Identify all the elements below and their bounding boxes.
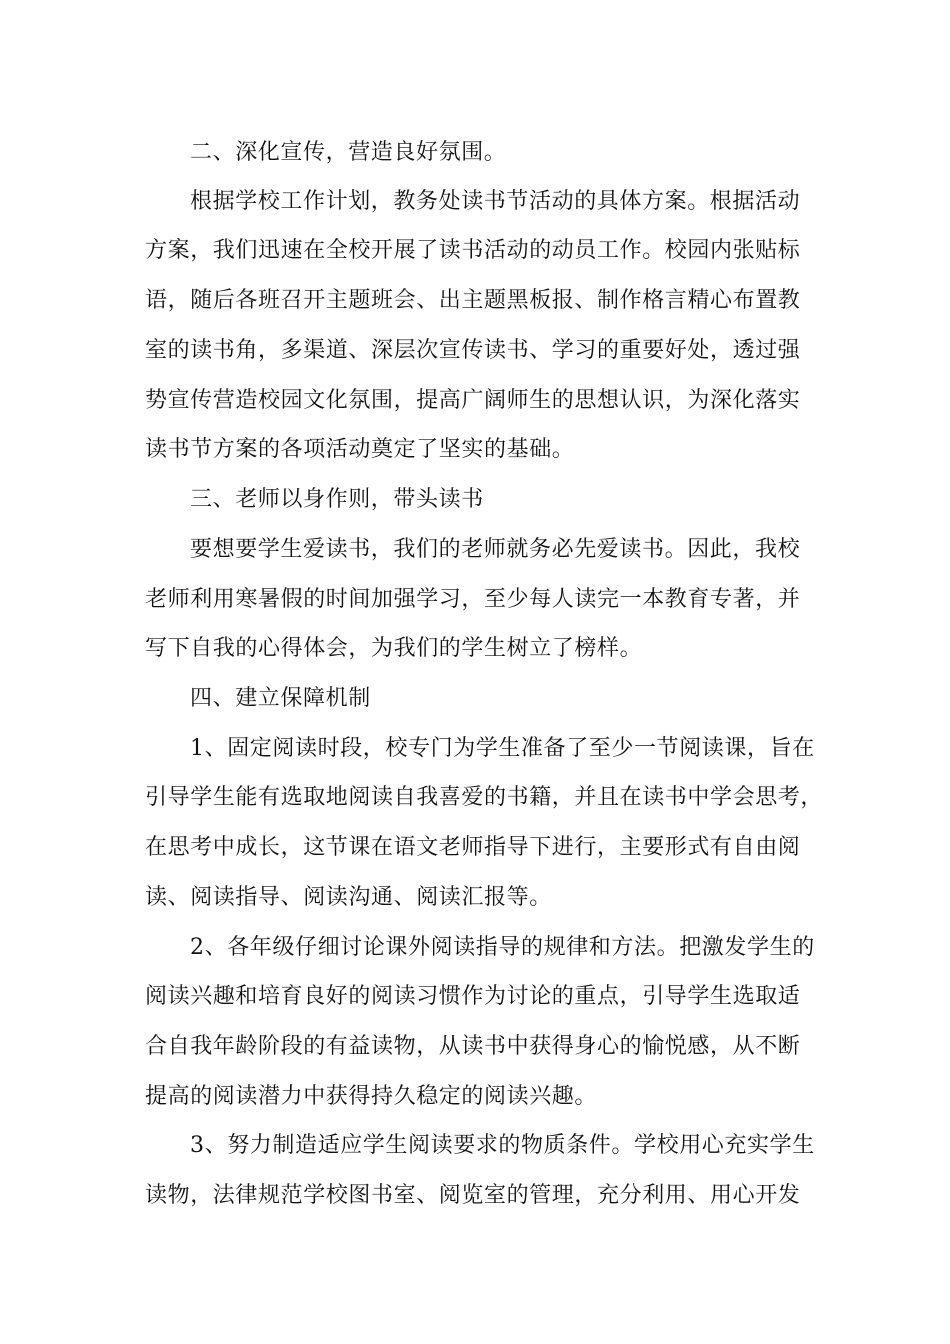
paragraph-line: 写下自我的心得体会，为我们的学生树立了榜样。: [145, 636, 643, 661]
paragraph-line: 势宣传营造校园文化氛围，提高广阔师生的思想认识，为深化落实: [145, 388, 801, 413]
paragraph-line: 根据学校工作计划，教务处读书节活动的具体方案。根据活动: [190, 189, 801, 214]
heading-2: 二、深化宣传，营造良好氛围。: [190, 140, 507, 165]
paragraph-line: 2、各年级仔细讨论课外阅读指导的规律和方法。把激发学生的: [190, 935, 815, 960]
paragraph-line: 室的读书角，多渠道、深层次宣传读书、学习的重要好处，透过强: [145, 338, 801, 363]
paragraph-line: 3、努力制造适应学生阅读要求的物质条件。学校用心充实学生: [190, 1133, 815, 1158]
paragraph-line: 引导学生能有选取地阅读自我喜爱的书籍，并且在读书中学会思考，: [145, 785, 824, 810]
paragraph-line: 合自我年龄阶段的有益读物，从读书中获得身心的愉悦感，从不断: [145, 1034, 801, 1059]
paragraph-line: 读、阅读指导、阅读沟通、阅读汇报等。: [145, 885, 552, 910]
paragraph-line: 1、固定阅读时段，校专门为学生准备了至少一节阅读课，旨在: [190, 736, 815, 761]
paragraph-line: 提高的阅读潜力中获得持久稳定的阅读兴趣。: [145, 1084, 598, 1109]
paragraph-line: 读书节方案的各项活动奠定了坚实的基础。: [145, 437, 575, 462]
heading-3: 三、老师以身作则，带头读书: [190, 487, 484, 512]
paragraph-line: 语，随后各班召开主题班会、出主题黑板报、制作格言精心布置教: [145, 288, 801, 313]
paragraph-line: 要想要学生爱读书，我们的老师就务必先爱读书。因此，我校: [190, 537, 801, 562]
paragraph-line: 方案，我们迅速在全校开展了读书活动的动员工作。校园内张贴标: [145, 238, 801, 263]
heading-4: 四、建立保障机制: [190, 686, 371, 711]
paragraph-line: 阅读兴趣和培育良好的阅读习惯作为讨论的重点，引导学生选取适: [145, 984, 801, 1009]
paragraph-line: 在思考中成长，这节课在语文老师指导下进行，主要形式有自由阅: [145, 835, 801, 860]
paragraph-line: 读物，法律规范学校图书室、阅览室的管理，充分利用、用心开发: [145, 1183, 801, 1208]
paragraph-line: 老师利用寒暑假的时间加强学习，至少每人读完一本教育专著，并: [145, 587, 801, 612]
